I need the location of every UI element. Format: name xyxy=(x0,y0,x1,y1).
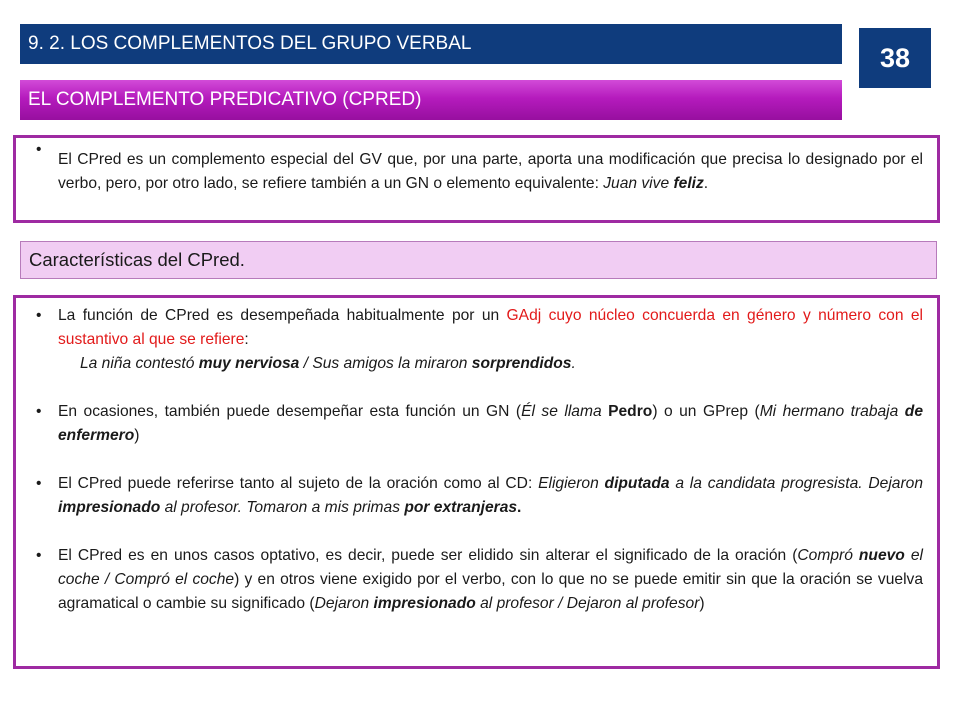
bullet-icon: • xyxy=(36,403,42,420)
characteristic-item-1: • La función de CPred es desempeñada habitualmente por un GAdj cuyo núcleo concuerda en género y número con el sustantivo al que se refiere: xyxy=(16,304,937,352)
definition-example: Juan vive xyxy=(603,175,674,192)
bullet-icon: • xyxy=(36,475,42,492)
definition-text: El CPred es un complemento especial del GV que, por una parte, aporta una modificación que precisa lo designado por el verbo, pero, por otro lado, se refiere también a un GN o elemento equivalente: xyxy=(58,151,923,192)
characteristic-item-3: • El CPred puede referirse tanto al sujeto de la oración como al CD: Eligieron diputada a la candidata progresista. Dejaron impresionado al profesor. Tomaron a mis primas por extranjeras. xyxy=(16,472,937,520)
page-number-badge xyxy=(859,28,931,88)
page-number: 38 xyxy=(879,43,911,73)
definition-box xyxy=(13,135,940,223)
header-title-text: 9. 2. LOS COMPLEMENTOS DEL GRUPO VERBAL xyxy=(28,33,472,54)
bullet-icon: • xyxy=(36,141,42,158)
characteristic-item-4: • El CPred es en unos casos optativo, es decir, puede ser elidido sin alterar el significado de la oración (Compró nuevo el coche / Compró el coche) y en otros viene exigido por el verbo, con lo que no se puede emitir sin que la oración se vuelva agramatical o cambie su significado (Dejaron impresionado al profesor / Dejaron al profesor) xyxy=(16,544,937,616)
characteristic-example-1: La niña contestó muy nerviosa / Sus amigos la miraron sorprendidos. xyxy=(80,355,576,372)
slide-header-title xyxy=(20,24,842,64)
characteristic-item-2: • En ocasiones, también puede desempeñar esta función un GN (Él se llama Pedro) o un GPrep (Mi hermano trabaja de enfermero) xyxy=(16,400,937,448)
definition-bullet: • El CPred es un complemento especial del GV que, por una parte, aporta una modificación que precisa lo designado por el verbo, pero, por otro lado, se refiere también a un GN o elemento equivalente: Juan vive feliz. xyxy=(16,138,937,196)
highlight-text: GAdj cuyo núcleo concuerda en género y número con el sustantivo al que se refiere xyxy=(58,307,923,348)
characteristics-heading xyxy=(20,241,937,279)
bullet-icon: • xyxy=(36,547,42,564)
characteristics-title: Características del CPred. xyxy=(29,249,245,270)
bullet-icon: • xyxy=(36,307,42,324)
definition-example-bold: feliz xyxy=(673,175,704,192)
section-title-bar xyxy=(20,80,842,120)
characteristics-box xyxy=(13,295,940,669)
section-title-text: EL COMPLEMENTO PREDICATIVO (CPRED) xyxy=(28,89,422,110)
